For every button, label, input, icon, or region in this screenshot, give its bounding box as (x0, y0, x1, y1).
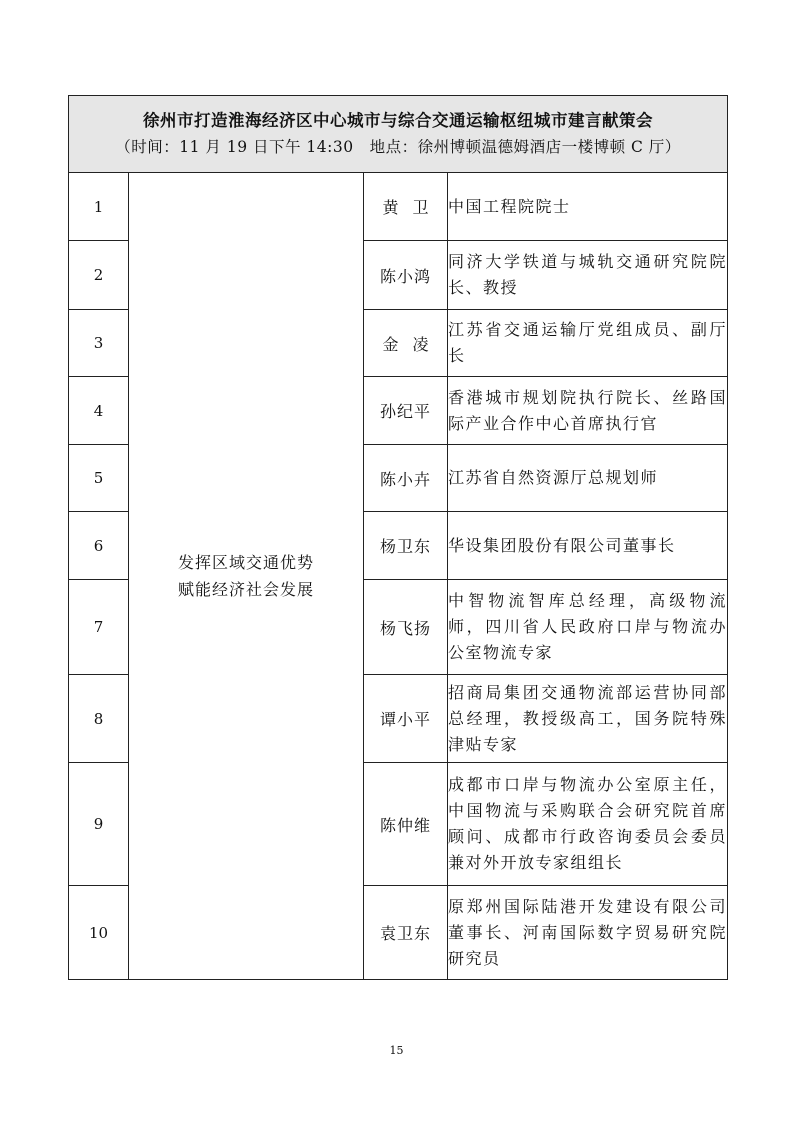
person-name: 金凌 (364, 310, 448, 377)
topic-line-1: 发挥区域交通优势 (177, 553, 314, 572)
table-header-row (69, 96, 728, 173)
person-title: 江苏省自然资源厅总规划师 (448, 445, 728, 512)
person-title: 中智物流智库总经理，高级物流师，四川省人民政府口岸与物流办公室物流专家 (448, 580, 728, 675)
person-title: 香港城市规划院执行院长、丝路国际产业合作中心首席执行官 (448, 377, 728, 445)
table-row (69, 173, 728, 241)
row-number: 2 (69, 241, 129, 310)
topic-line-2: 赋能经济社会发展 (177, 580, 314, 599)
row-number: 6 (69, 512, 129, 580)
person-title: 中国工程院院士 (448, 173, 728, 241)
person-title: 原郑州国际陆港开发建设有限公司董事长、河南国际数字贸易研究院研究员 (448, 886, 728, 980)
page-number: 15 (389, 1044, 404, 1057)
person-name: 黄卫 (364, 173, 448, 241)
person-title: 成都市口岸与物流办公室原主任，中国物流与采购联合会研究院首席顾问、成都市行政咨询委员会委员兼对外开放专家组组长 (448, 763, 728, 886)
page-title: 徐州市打造淮海经济区中心城市与综合交通运输枢纽城市建言献策会 (143, 111, 654, 130)
row-number: 1 (69, 173, 129, 241)
row-number: 7 (69, 580, 129, 675)
person-title: 江苏省交通运输厅党组成员、副厅长 (448, 310, 728, 377)
person-name: 孙纪平 (364, 377, 448, 445)
person-title: 同济大学铁道与城轨交通研究院院长、教授 (448, 241, 728, 310)
person-title: 华设集团股份有限公司董事长 (448, 512, 728, 580)
meeting-info: （时间：11 月 19 日下午 14:30 地点：徐州博顿温德姆酒店一楼博顿 C 厅） (115, 138, 681, 156)
person-title: 招商局集团交通物流部运营协同部总经理，教授级高工，国务院特殊津贴专家 (448, 675, 728, 763)
row-number: 4 (69, 377, 129, 445)
person-name: 袁卫东 (364, 886, 448, 980)
person-name: 谭小平 (364, 675, 448, 763)
row-number: 8 (69, 675, 129, 763)
person-name: 杨飞扬 (364, 580, 448, 675)
person-name: 陈仲维 (364, 763, 448, 886)
agenda-table (68, 95, 728, 980)
row-number: 10 (69, 886, 129, 980)
table-header (69, 96, 728, 173)
person-name: 杨卫东 (364, 512, 448, 580)
person-name: 陈小鸿 (364, 241, 448, 310)
row-number: 3 (69, 310, 129, 377)
row-number: 9 (69, 763, 129, 886)
row-number: 5 (69, 445, 129, 512)
person-name: 陈小卉 (364, 445, 448, 512)
topic-cell (129, 173, 364, 980)
